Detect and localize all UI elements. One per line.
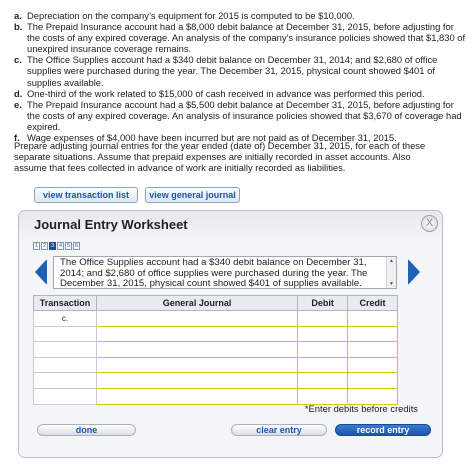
item-letter: a.: [14, 10, 22, 21]
credit-input[interactable]: [348, 342, 398, 358]
page-button-4[interactable]: 4: [58, 243, 63, 249]
general-journal-input[interactable]: [96, 311, 297, 327]
header-debit: Debit: [298, 296, 348, 311]
header-transaction: Transaction: [34, 296, 97, 311]
header-credit: Credit: [348, 296, 398, 311]
item-text: Depreciation on the company’s equipment for 2015 is computed to be $10,000.: [27, 10, 355, 21]
done-button[interactable]: done: [37, 424, 136, 436]
table-row: [34, 373, 398, 389]
item-letter: b.: [14, 21, 23, 33]
debit-input[interactable]: [298, 373, 348, 389]
credit-input[interactable]: [348, 311, 398, 327]
page-button-2[interactable]: 2: [42, 243, 47, 249]
debits-note: *Enter debits before credits: [304, 403, 418, 414]
transaction-cell: [34, 342, 97, 358]
previous-arrow-icon[interactable]: [35, 259, 47, 285]
scroll-up-icon[interactable]: ▲: [389, 258, 394, 264]
scroll-down-icon[interactable]: ▼: [389, 281, 394, 287]
table-header-row: [34, 296, 398, 311]
item-letter: f.: [14, 132, 20, 144]
table-row: [34, 357, 398, 373]
general-journal-input[interactable]: [96, 357, 297, 373]
item-letter: c.: [14, 54, 22, 66]
item-text: Wage expenses of $4,000 have been incurred but are not paid as of December 31, 2015.: [27, 132, 397, 144]
general-journal-input[interactable]: [96, 373, 297, 389]
debit-input[interactable]: [298, 326, 348, 342]
credit-input[interactable]: [348, 326, 398, 342]
transaction-cell: [34, 326, 97, 342]
debit-input[interactable]: [298, 342, 348, 358]
table-row: [34, 388, 398, 404]
general-journal-input[interactable]: [96, 326, 297, 342]
record-entry-button[interactable]: record entry: [335, 424, 431, 436]
problem-item-b: [14, 21, 466, 54]
item-letter: e.: [14, 98, 22, 110]
item-letter: d.: [14, 87, 23, 99]
view-transaction-list-button[interactable]: view transaction list: [34, 187, 138, 203]
item-text: One-third of the work related to $15,000 of cash received in advance was performed this period.: [27, 87, 425, 99]
transaction-cell: [34, 357, 97, 373]
clear-entry-button[interactable]: clear entry: [231, 424, 327, 436]
journal-table: [33, 295, 398, 405]
debit-input[interactable]: [298, 388, 348, 404]
description-scrollbar[interactable]: [386, 257, 396, 288]
problem-item-e: [14, 99, 466, 132]
debit-input[interactable]: [298, 311, 348, 327]
journal-entry-worksheet: [18, 210, 443, 458]
transaction-cell: [34, 373, 97, 389]
item-text: The Prepaid Insurance account had a $5,500 debit balance at December 31, 2015, before adjusting for the costs of any expired coverage. An analysis of insurance policies showed that $3,670 of coverage had expired.: [27, 98, 462, 132]
transaction-description: The Office Supplies account had a $340 debit balance on December 31, 2014; and $2,680 of office supplies were purchased during the year. The December 31, 2015, physical count showed $401 of supplies available.: [53, 256, 397, 289]
general-journal-input[interactable]: [96, 342, 297, 358]
page-button-1[interactable]: 1: [34, 243, 39, 249]
credit-input[interactable]: [348, 373, 398, 389]
table-row: [34, 326, 398, 342]
table-row: [34, 342, 398, 358]
instructions-text: Prepare adjusting journal entries for the year ended (date of) December 31, 2015, for each of these separate situations. Assume that prepaid expenses are initially recorded in asset accounts. Also assume that fees collected in advance of work are initially recorded as liabilities.: [14, 140, 426, 174]
credit-input[interactable]: [348, 388, 398, 404]
view-general-journal-button[interactable]: view general journal: [145, 187, 240, 203]
problem-statement: [14, 10, 466, 143]
credit-input[interactable]: [348, 357, 398, 373]
page-button-6[interactable]: 6: [74, 243, 79, 249]
close-icon[interactable]: X: [421, 215, 438, 232]
item-text: The Office Supplies account had a $340 debit balance on December 31, 2014; and $2,680 of office supplies were purchased during the year. The December 31, 2015, physical count showed $401 of supplies available.: [27, 54, 438, 88]
worksheet-title: Journal Entry Worksheet: [34, 217, 188, 232]
problem-item-c: [14, 54, 466, 87]
table-row: [34, 311, 398, 327]
problem-item-a: [14, 10, 466, 21]
page-selector: [33, 242, 80, 250]
page-button-5[interactable]: 5: [66, 243, 71, 249]
next-arrow-icon[interactable]: [408, 259, 420, 285]
general-journal-input[interactable]: [96, 388, 297, 404]
transaction-cell: c.: [34, 311, 97, 327]
page-button-3[interactable]: 3: [50, 243, 55, 249]
header-general-journal: General Journal: [96, 296, 297, 311]
problem-item-d: [14, 88, 466, 99]
transaction-cell: [34, 388, 97, 404]
item-text: The Prepaid Insurance account had a $8,000 debit balance at December 31, 2015, before adjusting for the costs of any expired coverage. An analysis of the company’s insurance policies showed that $1,830 of unexpired insurance coverage remains.: [27, 21, 466, 55]
debit-input[interactable]: [298, 357, 348, 373]
